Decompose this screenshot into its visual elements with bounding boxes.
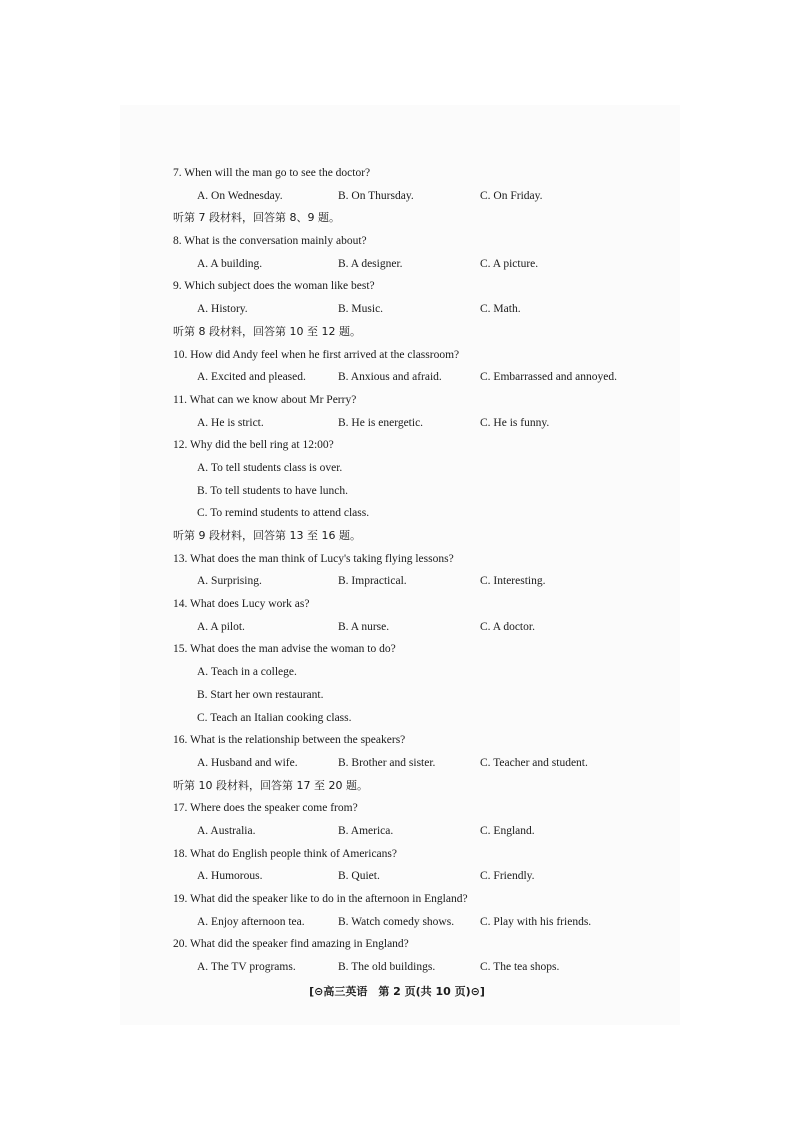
question-text: 18. What do English people think of Americans?: [173, 847, 397, 860]
answer-option-b: B. Music.: [338, 303, 384, 316]
answer-options-row: [173, 253, 643, 276]
answer-option-b: B. The old buildings.: [338, 961, 436, 974]
answer-option: A. To tell students class is over.: [197, 461, 343, 474]
answer-option: B. Start her own restaurant.: [197, 688, 324, 701]
question-text: 12. Why did the bell ring at 12:00?: [173, 439, 334, 452]
answer-option-a: A. Australia.: [197, 824, 256, 837]
section-instruction: 听第 7 段材料，回答第 8、9 题。: [173, 211, 340, 225]
answer-option-a: A. History.: [197, 303, 248, 316]
answer-options-row: [173, 412, 643, 435]
answer-option-c: C. A doctor.: [480, 620, 535, 633]
answer-option-c: C. Play with his friends.: [480, 915, 592, 928]
question-text: 20. What did the speaker find amazing in England?: [173, 938, 409, 951]
answer-option-b: B. On Thursday.: [338, 189, 414, 202]
answer-option-b: B. America.: [338, 824, 394, 837]
answer-option-b: B. A designer.: [338, 257, 403, 270]
answer-options-row: [173, 366, 643, 389]
answer-option-a: A. Surprising.: [197, 575, 262, 588]
answer-option-a: A. He is strict.: [197, 416, 264, 429]
answer-option-b: B. Impractical.: [338, 575, 407, 588]
section-instruction: 听第 8 段材料，回答第 10 至 12 题。: [173, 324, 361, 338]
question-text: 10. How did Andy feel when he first arrived at the classroom?: [173, 348, 460, 361]
question-text: 8. What is the conversation mainly about?: [173, 235, 367, 248]
answer-options-row: [173, 820, 643, 843]
answer-option-a: A. The TV programs.: [197, 961, 296, 974]
answer-option-a: A. Husband and wife.: [197, 756, 298, 769]
answer-option-b: B. Quiet.: [338, 870, 380, 883]
answer-options-row: [173, 865, 643, 888]
answer-options-row: [173, 185, 643, 208]
answer-option-c: C. Embarrassed and annoyed.: [480, 371, 618, 384]
answer-option-a: A. On Wednesday.: [197, 189, 283, 202]
answer-options-row: [173, 911, 643, 934]
question-text: 7. When will the man go to see the doctor?: [173, 167, 371, 179]
answer-option: A. Teach in a college.: [197, 666, 297, 679]
answer-options-row: [173, 956, 643, 979]
answer-option-b: B. A nurse.: [338, 620, 390, 633]
exam-content: [173, 162, 643, 979]
question-text: 14. What does Lucy work as?: [173, 598, 310, 611]
question-text: 13. What does the man think of Lucy's taking flying lessons?: [173, 552, 454, 565]
question-text: 15. What does the man advise the woman to do?: [173, 643, 396, 656]
answer-option-c: C. Teacher and student.: [480, 756, 588, 769]
answer-options-row: [173, 570, 643, 593]
answer-options-row: [173, 298, 643, 321]
answer-option-a: A. A building.: [197, 257, 263, 270]
answer-option: B. To tell students to have lunch.: [197, 484, 349, 497]
question-text: 9. Which subject does the woman like best?: [173, 280, 375, 293]
answer-option-b: B. Watch comedy shows.: [338, 915, 455, 928]
answer-option-c: C. He is funny.: [480, 416, 550, 429]
question-text: 11. What can we know about Mr Perry?: [173, 393, 357, 406]
question-text: 19. What did the speaker like to do in the afternoon in England?: [173, 893, 468, 905]
answer-options-row: [173, 752, 643, 775]
answer-option-a: A. Enjoy afternoon tea.: [197, 915, 305, 928]
answer-option-b: B. He is energetic.: [338, 416, 424, 429]
question-text: 17. Where does the speaker come from?: [173, 802, 358, 815]
answer-option-a: A. Excited and pleased.: [197, 371, 306, 384]
answer-option-c: C. A picture.: [480, 257, 539, 270]
answer-option-c: C. On Friday.: [480, 189, 543, 202]
answer-option-c: C. England.: [480, 824, 535, 837]
answer-option-c: C. Interesting.: [480, 575, 546, 588]
answer-option-a: A. Humorous.: [197, 870, 263, 883]
answer-options-row: [173, 616, 643, 639]
answer-option-a: A. A pilot.: [197, 620, 245, 633]
answer-option-c: C. The tea shops.: [480, 961, 560, 974]
question-text: 16. What is the relationship between the speakers?: [173, 734, 406, 747]
page-footer: [⊝高三英语 第 2 页(共 10 页)⊝]: [309, 985, 485, 998]
answer-option: C. To remind students to attend class.: [197, 507, 370, 520]
answer-option-b: B. Brother and sister.: [338, 756, 436, 769]
answer-option-c: C. Friendly.: [480, 870, 535, 883]
answer-option-b: B. Anxious and afraid.: [338, 371, 442, 384]
answer-option: C. Teach an Italian cooking class.: [197, 711, 352, 724]
section-instruction: 听第 10 段材料，回答第 17 至 20 题。: [173, 778, 368, 792]
answer-option-c: C. Math.: [480, 303, 521, 316]
section-instruction: 听第 9 段材料，回答第 13 至 16 题。: [173, 529, 361, 542]
